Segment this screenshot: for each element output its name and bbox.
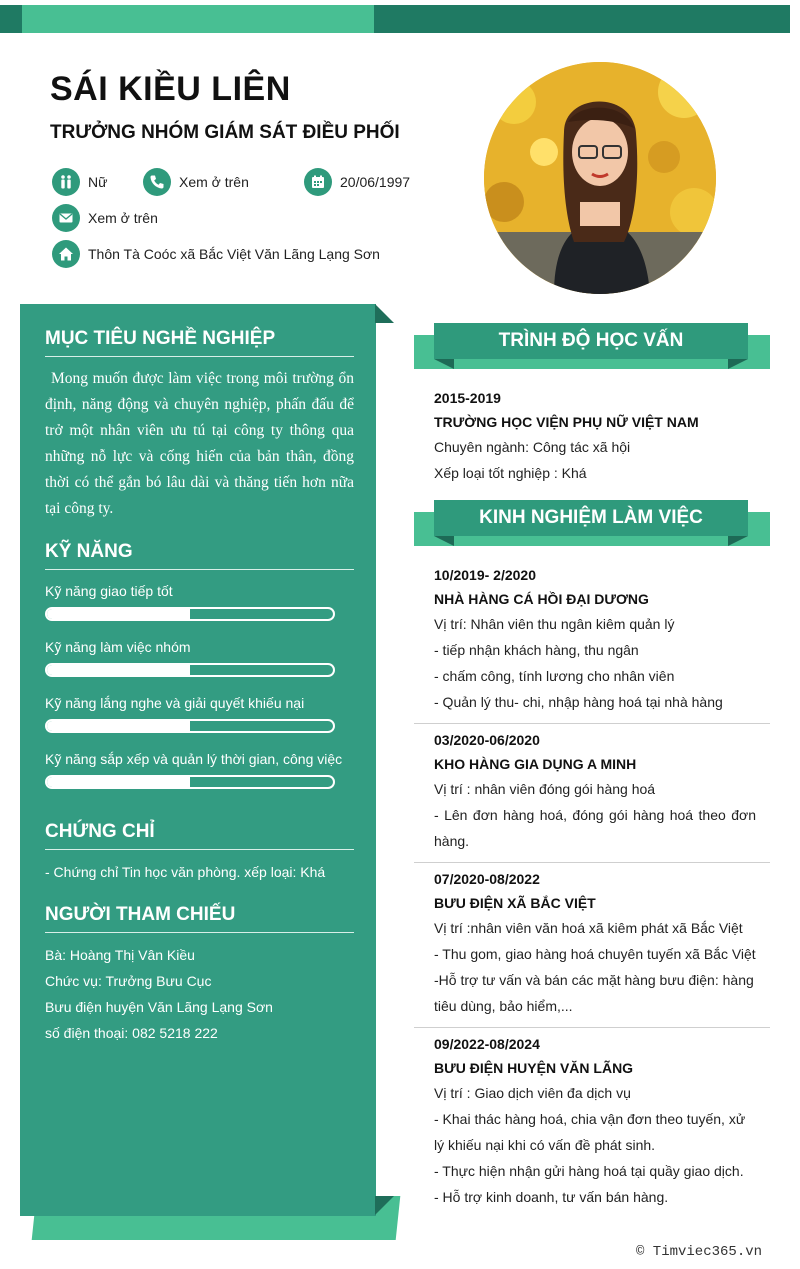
objective-text: Mong muốn được làm việc trong môi trường ổn định, năng động và chuyên nghiệp, phấn đấu để trở một nhân viên ưu tú tại công ty thông qua những nỗ lực và cống hiến của bản thân, đồng thời có thể gắn bó lâu dài và thăng tiến hơn nữa tại công ty. — [45, 370, 354, 517]
job-title: TRƯỞNG NHÓM GIÁM SÁT ĐIỀU PHỐI — [50, 122, 400, 143]
job-company: BƯU ĐIỆN HUYỆN VĂN LÃNG — [434, 1060, 634, 1076]
job-company: KHO HÀNG GIA DỤNG A MINH — [434, 756, 637, 772]
calendar-icon — [304, 168, 332, 196]
job-company: NHÀ HÀNG CÁ HỒI ĐẠI DƯƠNG — [434, 591, 649, 607]
job-line: - Thực hiện nhận gửi hàng hoá tại quầy giao dịch. — [434, 1163, 744, 1179]
job-line: Vị trí : nhân viên đóng gói hàng hoá — [434, 781, 656, 797]
education-line: Xếp loại tốt nghiệp : Khá — [434, 465, 587, 481]
objective-heading: MỤC TIÊU NGHỀ NGHIỆP — [45, 328, 354, 357]
gender-value: Nữ — [88, 174, 108, 190]
gender-icon — [52, 168, 80, 196]
certificate-item: - Chứng chỉ Tin học văn phòng. xếp loại: Khá — [45, 864, 326, 880]
job-period: 07/2020-08/2022 — [434, 871, 540, 887]
skill-label: Kỹ năng giao tiếp tốt — [45, 583, 173, 599]
gender-info — [52, 168, 107, 196]
job-period: 09/2022-08/2024 — [434, 1036, 540, 1052]
job-line: - tiếp nhận khách hàng, thu ngân — [434, 642, 639, 658]
job-period: 10/2019- 2/2020 — [434, 567, 536, 583]
job-divider — [414, 862, 770, 863]
job-line: Vị trí :nhân viên văn hoá xã kiêm phát xã Bắc Việt — [434, 920, 743, 936]
job-line: - Khai thác hàng hoá, chia vận đơn theo tuyến, xử lý khiếu nại khi có vấn đề phát sinh. — [434, 1111, 746, 1153]
education-school: TRƯỜNG HỌC VIỆN PHỤ NỮ VIỆT NAM — [434, 414, 699, 430]
skill-bar — [45, 607, 335, 621]
address-info — [52, 240, 380, 268]
experience-heading: KINH NGHIỆM LÀM VIỆC — [434, 500, 748, 536]
job-line: -Hỗ trợ tư vấn và bán các mặt hàng bưu điện: hàng tiêu dùng, bảo hiểm,... — [434, 972, 754, 1014]
job-company: BƯU ĐIỆN XÃ BẮC VIỆT — [434, 895, 596, 911]
phone-info — [143, 168, 249, 196]
phone-value: Xem ở trên — [179, 174, 249, 190]
job-line: - chấm công, tính lương cho nhân viên — [434, 668, 675, 684]
email-info — [52, 204, 158, 232]
email-icon — [52, 204, 80, 232]
job-line: Vị trí : Giao dịch viên đa dịch vụ — [434, 1085, 631, 1101]
birthday-info — [304, 168, 410, 196]
skill-bar-fill — [47, 665, 190, 675]
references-heading: NGƯỜI THAM CHIẾU — [45, 904, 354, 933]
home-icon — [52, 240, 80, 268]
skill-label: Kỹ năng lắng nghe và giải quyết khiếu nại — [45, 695, 305, 711]
job-divider — [414, 723, 770, 724]
job-divider — [414, 1027, 770, 1028]
education-line: Chuyên ngành: Công tác xã hội — [434, 439, 631, 455]
top-bar-light — [22, 5, 374, 33]
job-line: - Thu gom, giao hàng hoá chuyên tuyến xã Bắc Việt — [434, 946, 756, 962]
experience-banner — [414, 500, 770, 546]
reference-line: số điện thoại: 082 5218 222 — [45, 1025, 218, 1041]
left-panel-fold-bottom — [375, 1196, 394, 1215]
education-period: 2015-2019 — [434, 390, 501, 406]
skill-bar — [45, 775, 335, 789]
skill-bar — [45, 663, 335, 677]
email-value: Xem ở trên — [88, 210, 158, 226]
left-panel-fold-top — [375, 304, 394, 323]
reference-line: Bà: Hoàng Thị Vân Kiều — [45, 947, 195, 963]
skill-label: Kỹ năng sắp xếp và quản lý thời gian, công việc — [45, 751, 343, 767]
birthday-value: 20/06/1997 — [340, 174, 411, 190]
profile-photo — [484, 62, 716, 294]
skill-bar — [45, 719, 335, 733]
skill-bar-fill — [47, 777, 190, 787]
job-line: - Lên đơn hàng hoá, đóng gói hàng hoá theo đơn hàng. — [434, 807, 756, 849]
phone-icon — [143, 168, 171, 196]
education-heading: TRÌNH ĐỘ HỌC VẤN — [434, 323, 748, 359]
job-line: - Hỗ trợ kinh doanh, tư vấn bán hàng. — [434, 1189, 669, 1205]
skills-heading: KỸ NĂNG — [45, 541, 354, 570]
footer-credit: © Timviec365.vn — [636, 1244, 763, 1260]
education-banner — [414, 323, 770, 369]
skill-bar-fill — [47, 609, 190, 619]
certificates-heading: CHỨNG CHỈ — [45, 821, 354, 850]
address-value: Thôn Tà Coóc xã Bắc Việt Văn Lãng Lạng Sơn — [88, 246, 380, 262]
reference-line: Bưu điện huyện Văn Lãng Lạng Sơn — [45, 999, 273, 1015]
skill-bar-fill — [47, 721, 190, 731]
candidate-name: SÁI KIỀU LIÊN — [50, 70, 291, 108]
job-line: Vị trí: Nhân viên thu ngân kiêm quản lý — [434, 616, 675, 632]
skill-label: Kỹ năng làm việc nhóm — [45, 639, 191, 655]
job-period: 03/2020-06/2020 — [434, 732, 540, 748]
reference-line: Chức vụ: Trưởng Bưu Cục — [45, 973, 212, 989]
job-line: - Quản lý thu- chi, nhập hàng hoá tại nhà hàng — [434, 694, 723, 710]
